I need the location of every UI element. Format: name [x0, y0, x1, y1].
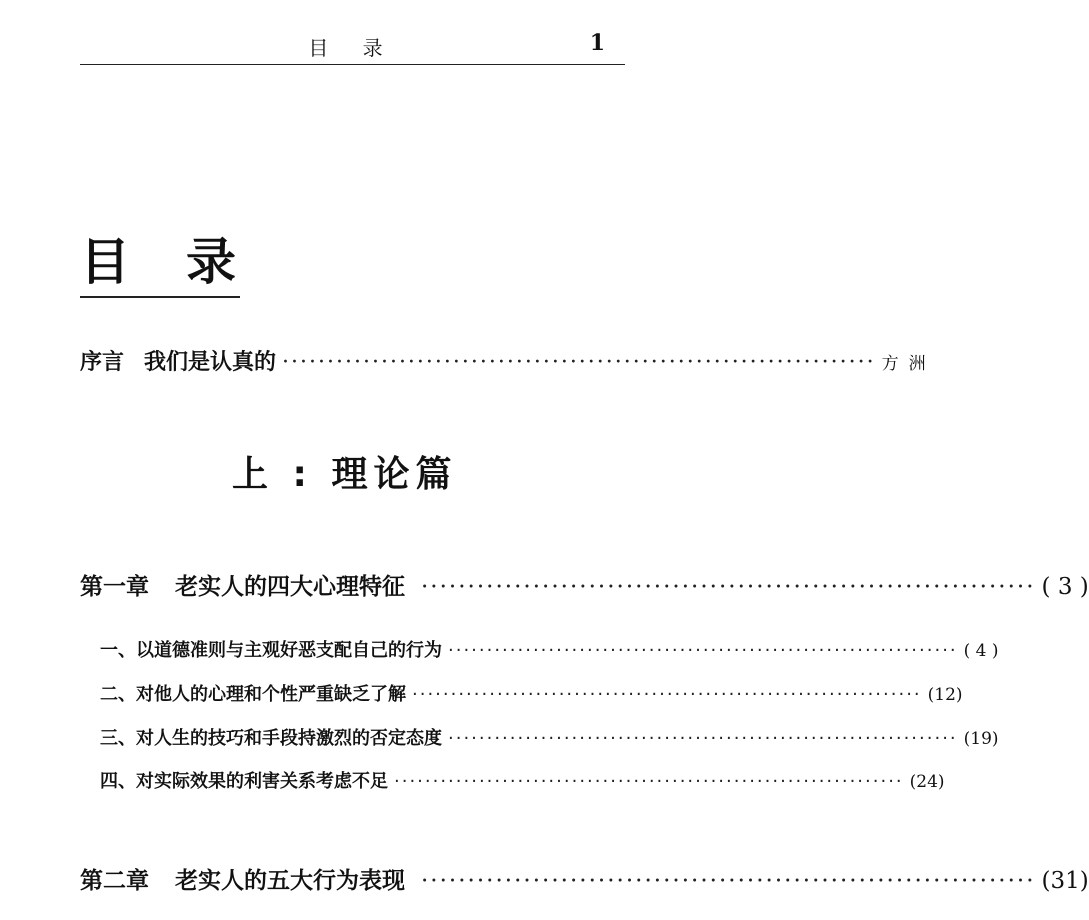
toc-entry-section[interactable] — [100, 680, 963, 706]
section-title: 一、以道德准则与主观好恶支配自己的行为 — [100, 640, 442, 661]
chapter-title: 老实人的四大心理特征 — [175, 573, 405, 600]
toc-entry-section[interactable] — [100, 636, 999, 662]
toc-entry-section[interactable] — [100, 724, 999, 750]
page-title — [80, 222, 240, 298]
page-number: 1 — [589, 30, 605, 56]
leader-dots: ·································································· — [448, 640, 958, 661]
chapter-number: 第一章 — [80, 573, 149, 600]
preface-title: 我们是认真的 — [144, 349, 277, 375]
toc-entry-section[interactable] — [100, 767, 945, 793]
preface-label: 序言 — [80, 349, 125, 375]
chapter-title: 老实人的五大行为表现 — [175, 867, 405, 894]
section-page: (12) — [927, 685, 963, 705]
part-title: 上 : 理论篇 — [232, 454, 458, 495]
section-page: (24) — [909, 772, 945, 792]
running-header — [80, 28, 625, 65]
leader-dots: ·································································· — [394, 771, 904, 792]
leader-dots: ·································································· — [282, 350, 876, 375]
section-page: (19) — [963, 729, 999, 749]
toc-entry-chapter-2[interactable] — [80, 862, 1089, 895]
section-page: ( 4 ) — [963, 641, 999, 661]
page-title-char-1: 目 — [80, 233, 134, 291]
page-title-char-2: 录 — [186, 233, 240, 291]
chapter-page: ( 3 ) — [1041, 574, 1089, 600]
running-header-title: 目 录 — [308, 36, 397, 60]
leader-dots: ·································································· — [412, 684, 922, 705]
preface-author: 方洲 — [881, 354, 936, 374]
leader-dots: ·································································· — [448, 728, 958, 749]
toc-entry-preface[interactable] — [80, 345, 936, 376]
leader-dots: ·································································· — [421, 574, 1036, 600]
section-title: 二、对他人的心理和个性严重缺乏了解 — [100, 684, 406, 705]
section-title: 三、对人生的技巧和手段持激烈的否定态度 — [100, 728, 442, 749]
toc-entry-chapter-1[interactable] — [80, 568, 1089, 601]
section-title: 四、对实际效果的利害关系考虑不足 — [100, 771, 388, 792]
chapter-page: (31) — [1041, 868, 1089, 894]
chapter-number: 第二章 — [80, 867, 149, 894]
leader-dots: ·································································· — [421, 868, 1036, 894]
